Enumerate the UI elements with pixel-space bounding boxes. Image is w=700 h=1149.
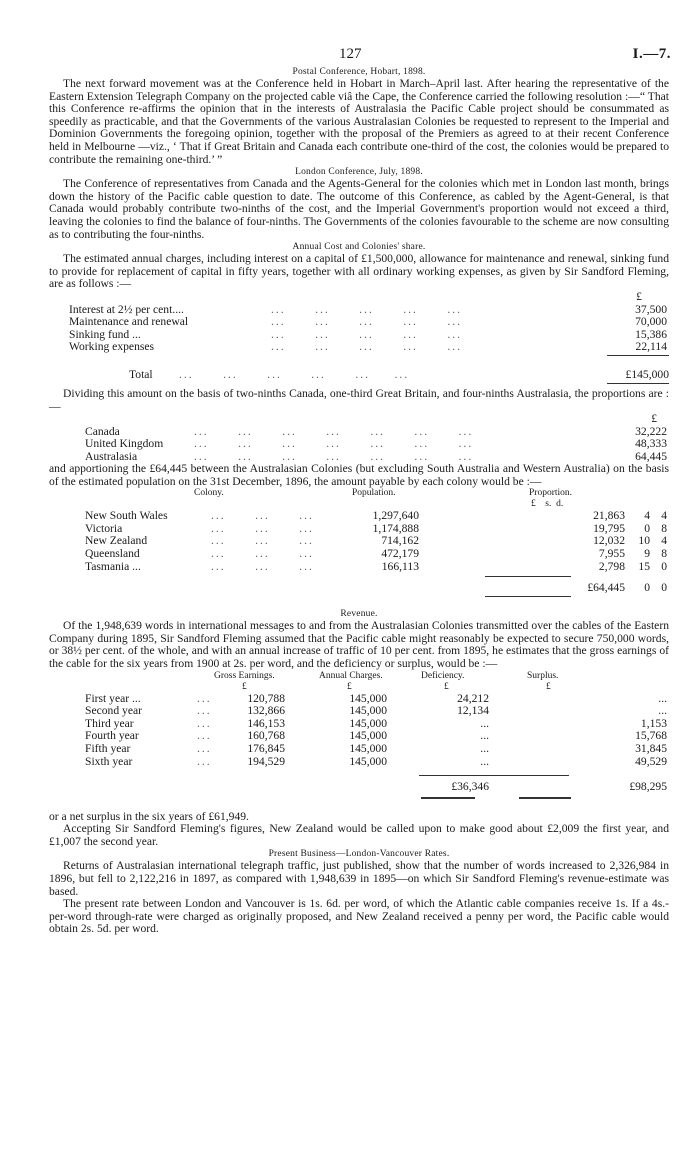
revenue-charges: 145,000 <box>349 729 387 743</box>
revenue-row <box>49 705 669 718</box>
colony-pence: 0 <box>661 559 667 573</box>
charge-value: 37,500 <box>635 302 667 316</box>
annual-charges-total: Total ... ... ... ... ... ... £145,000 <box>49 367 669 385</box>
leader-dots: ... ... ... ... ... <box>271 340 463 354</box>
leader-dots: ... ... ... ... ... ... ... <box>194 424 474 438</box>
paragraph-revenue: Of the 1,948,639 words in international messages to and from the Australasian Colonies transmitted over the cables of the Eastern Company during 1895, Sir Sandford Fleming assumed that the Pacific cable might reasonably be expected to secure 750,000 words, or 38½ per cent. of the whole, and with an annual increase of traffic of 10 per cent. from 1895, he estimates that the gross earnings of the cable for the six years from 1900 at 2s. per word, and the deficiency or surplus, would be :— <box>49 619 669 671</box>
col-header-gross: Gross Earnings. <box>214 670 275 681</box>
revenue-table <box>49 671 669 811</box>
revenue-deficiency: 12,134 <box>457 704 489 718</box>
revenue-row <box>49 743 669 756</box>
paragraph-net-surplus: or a net surplus in the six years of £61,949. <box>49 809 249 823</box>
colony-pounds: 21,863 <box>593 509 625 523</box>
revenue-charges: 145,000 <box>349 716 387 730</box>
share-value: 64,445 <box>635 449 667 463</box>
leader-dots: ... <box>197 742 212 756</box>
revenue-surplus: ... <box>658 704 667 718</box>
charge-value: 22,114 <box>635 340 667 354</box>
colony-shillings: 10 <box>638 534 650 548</box>
colony-shillings: 15 <box>638 559 650 573</box>
paragraph-annual-cost: The estimated annual charges, including interest on a capital of £1,500,000, allowance for maintenance and renewal, sinking fund to provide for replacement of capital in fifty years, together with all ordinary working expenses, as given by Sir Sandford Fleming, are as follows :— <box>49 252 669 291</box>
paragraph-apportioning: and apportioning the £64,445 between the Australasian Colonies (but excluding South Australia and Western Australia) on the basis of the estimated population on the 31st December, 1896, the amount payable by each colony would be :— <box>49 462 669 488</box>
col-header-population: Population. <box>352 488 396 499</box>
revenue-charges: 145,000 <box>349 704 387 718</box>
share-row <box>49 451 669 464</box>
revenue-gross: 176,845 <box>247 742 285 756</box>
colony-pounds: 12,032 <box>593 534 625 548</box>
share-value: 32,222 <box>635 424 667 438</box>
colony-shillings: 0 <box>644 521 650 535</box>
colony-row <box>49 510 669 523</box>
colony-population: 1,297,640 <box>372 509 419 523</box>
revenue-surplus: 15,768 <box>635 729 667 743</box>
leader-dots: ... ... ... <box>211 534 314 548</box>
colony-population: 472,179 <box>381 547 419 561</box>
paragraph-hobart: The next forward movement was at the Conference held in Hobart in March–April last. After hearing the representative of the Eastern Extension Telegraph Company on the projected cable viâ the Cape, the Conference carried the following resolution :—“ That this Conference re-affirms the opinion that in the interests of Australasia the Pacific Cable project should be consummated as speedily as practicable, and that the Governments of the various Australasian Colonies be requested to represent to the Imperial and Dominion Governments the foregoing opinion, together with the proposal of the Premiers as agreed to at their recent Conference held in Melbourne —viz., ‘ That if Great Britain and Canada each contribute one-third of the cost, the colonies would be prepared to contribute the remaining one-third.’ ” <box>49 77 669 166</box>
col-header-deficiency: Deficiency. <box>421 670 465 681</box>
colony-shillings: 9 <box>644 547 650 561</box>
leader-dots: ... ... ... ... ... <box>271 327 463 341</box>
leader-dots: ... ... ... ... ... <box>271 315 463 329</box>
revenue-surplus: 31,845 <box>635 742 667 756</box>
colonies-total-pounds: £64,445 <box>587 581 625 595</box>
leader-dots: ... ... ... <box>211 547 314 561</box>
col-header-charges: Annual Charges. <box>319 670 383 681</box>
leader-dots: ... ... ... ... ... ... ... <box>194 437 474 451</box>
colony-name: Victoria <box>85 521 123 535</box>
annual-charges-table <box>49 291 669 367</box>
total-label: Total <box>129 367 153 381</box>
revenue-year: Third year <box>85 716 134 730</box>
charge-label: Sinking fund ... <box>69 327 141 341</box>
page-header <box>49 38 669 66</box>
charge-label: Interest at 2½ per cent.... <box>69 302 184 316</box>
section-heading-hobart: Postal Conference, Hobart, 1898. <box>292 67 426 77</box>
revenue-total-deficiency: £36,346 <box>451 779 489 793</box>
currency-symbol: £ <box>636 289 642 303</box>
leader-dots: ... ... ... ... ... ... ... <box>194 449 474 463</box>
share-label: United Kingdom <box>85 437 164 451</box>
leader-dots: ... ... ... <box>211 521 314 535</box>
paragraph-dividing: Dividing this amount on the basis of two-ninths Canada, one-third Great Britain, and four-ninths Australasia, the proportions are :— <box>49 386 669 413</box>
page-number: 127 <box>339 46 362 62</box>
revenue-deficiency: ... <box>480 716 489 730</box>
revenue-charges: 145,000 <box>349 691 387 705</box>
colony-pence: 4 <box>661 534 667 548</box>
section-heading-annual-cost: Annual Cost and Colonies' share. <box>292 242 426 253</box>
colony-row <box>49 535 669 548</box>
currency-symbol: £ <box>651 412 657 426</box>
currency-symbol: £ <box>242 681 247 692</box>
col-header-colony: Colony. <box>194 488 224 499</box>
leader-dots: ... <box>197 691 212 705</box>
colony-pence: 4 <box>661 509 667 523</box>
leader-dots: ... ... ... <box>211 509 314 523</box>
section-heading-revenue: Revenue. <box>340 609 378 620</box>
colony-name: Tasmania ... <box>85 559 141 573</box>
paragraph-returns: Returns of Australasian international telegraph traffic, just published, show that the number of words increased to 2,326,984 in 1896, but fell to 2,122,216 in 1897, as compared with 1,948,639 in 1895—on which Sir Sandford Fleming's revenue-estimate was based. <box>49 859 669 898</box>
revenue-total-surplus: £98,295 <box>629 779 667 793</box>
revenue-deficiency: ... <box>480 729 489 743</box>
leader-dots: ... ... ... <box>211 559 314 573</box>
col-header-surplus: Surplus. <box>527 670 559 681</box>
paragraph-present-rate: The present rate between London and Vancouver is 1s. 6d. per word, of which the Atlantic cable companies receive 1s. If a 4s.-per-word through-rate were charged as originally proposed, and New Zealand received a penny per word, the Pacific cable would obtain 2s. 5d. per word. <box>49 897 669 936</box>
revenue-surplus: 1,153 <box>640 716 667 730</box>
charge-value: 15,386 <box>635 327 667 341</box>
revenue-year: Second year <box>85 704 142 718</box>
section-heading-present-business: Present Business—London-Vancouver Rates. <box>268 849 450 860</box>
colony-pounds: 19,795 <box>593 521 625 535</box>
revenue-year: First year ... <box>85 691 141 705</box>
leader-dots: ... ... ... ... ... <box>271 302 463 316</box>
colony-row <box>49 548 669 561</box>
revenue-gross: 146,153 <box>247 716 285 730</box>
share-label: Canada <box>85 424 120 438</box>
colony-pence: 8 <box>661 547 667 561</box>
colony-population: 714,162 <box>381 534 419 548</box>
revenue-deficiency: 24,212 <box>457 691 489 705</box>
paragraph-london: The Conference of representatives from Canada and the Agents-General for the colonies which met in London last month, brings down the history of the Pacific cable question to date. The outcome of this Conference, as cabled by the Agent-General, is that Canada would probably contribute two-ninths of the cost, and the Imperial Government's proportion would not exceed a third, leaving the colonies to find the balance of four-ninths. The Governments of the colonies favourable to the scheme are now consulting as to contributing the four-ninths. <box>49 177 669 241</box>
colonies-total-shillings: 0 <box>644 581 650 595</box>
colony-population: 166,113 <box>381 559 419 573</box>
revenue-surplus: 49,529 <box>635 754 667 768</box>
currency-symbol: £ <box>444 681 449 692</box>
leader-dots: ... <box>197 754 212 768</box>
share-label: Australasia <box>85 449 138 463</box>
currency-symbol: £ <box>546 681 551 692</box>
revenue-year: Fourth year <box>85 729 139 743</box>
leader-dots: ... <box>197 704 212 718</box>
share-row <box>49 438 669 451</box>
colony-pounds: 7,955 <box>598 547 625 561</box>
revenue-gross: 160,768 <box>247 729 285 743</box>
colony-name: New South Wales <box>85 509 168 523</box>
paragraph-accepting: Accepting Sir Sandford Fleming's figures, New Zealand would be called upon to make good about £2,009 the first year, and £1,007 the second year. <box>49 822 669 848</box>
charge-label: Working expenses <box>69 340 155 354</box>
revenue-row <box>49 756 669 769</box>
colony-shillings: 4 <box>644 509 650 523</box>
section-heading-london: London Conference, July, 1898. <box>295 167 423 178</box>
currency-symbol: £ <box>347 681 352 692</box>
colony-name: New Zealand <box>85 534 148 548</box>
revenue-gross: 132,866 <box>247 704 285 718</box>
revenue-surplus: ... <box>658 691 667 705</box>
document-page <box>49 38 669 936</box>
revenue-year: Fifth year <box>85 742 131 756</box>
colony-row <box>49 561 669 574</box>
revenue-gross: 120,788 <box>247 691 285 705</box>
colonies-total-pence: 0 <box>661 581 667 595</box>
revenue-year: Sixth year <box>85 754 133 768</box>
total-value: £145,000 <box>625 367 669 381</box>
revenue-deficiency: ... <box>480 754 489 768</box>
share-value: 48,333 <box>635 437 667 451</box>
revenue-charges: 145,000 <box>349 754 387 768</box>
revenue-charges: 145,000 <box>349 742 387 756</box>
colony-name: Queensland <box>85 547 140 561</box>
col-header-proportion: Proportion. <box>529 488 573 499</box>
revenue-deficiency: ... <box>480 742 489 756</box>
charge-row <box>49 341 669 354</box>
charge-value: 70,000 <box>635 315 667 329</box>
colony-pounds: 2,798 <box>598 559 625 573</box>
document-reference: I.—7. <box>632 46 671 62</box>
revenue-gross: 194,529 <box>247 754 285 768</box>
proportions-table <box>49 413 669 463</box>
charge-label: Maintenance and renewal <box>69 315 189 329</box>
charge-row <box>49 316 669 329</box>
colony-pence: 8 <box>661 521 667 535</box>
proportion-units: £ s. d. <box>531 499 564 510</box>
colonies-table <box>49 488 669 608</box>
colony-population: 1,174,888 <box>372 521 419 535</box>
leader-dots: ... <box>197 729 212 743</box>
leader-dots: ... <box>197 716 212 730</box>
